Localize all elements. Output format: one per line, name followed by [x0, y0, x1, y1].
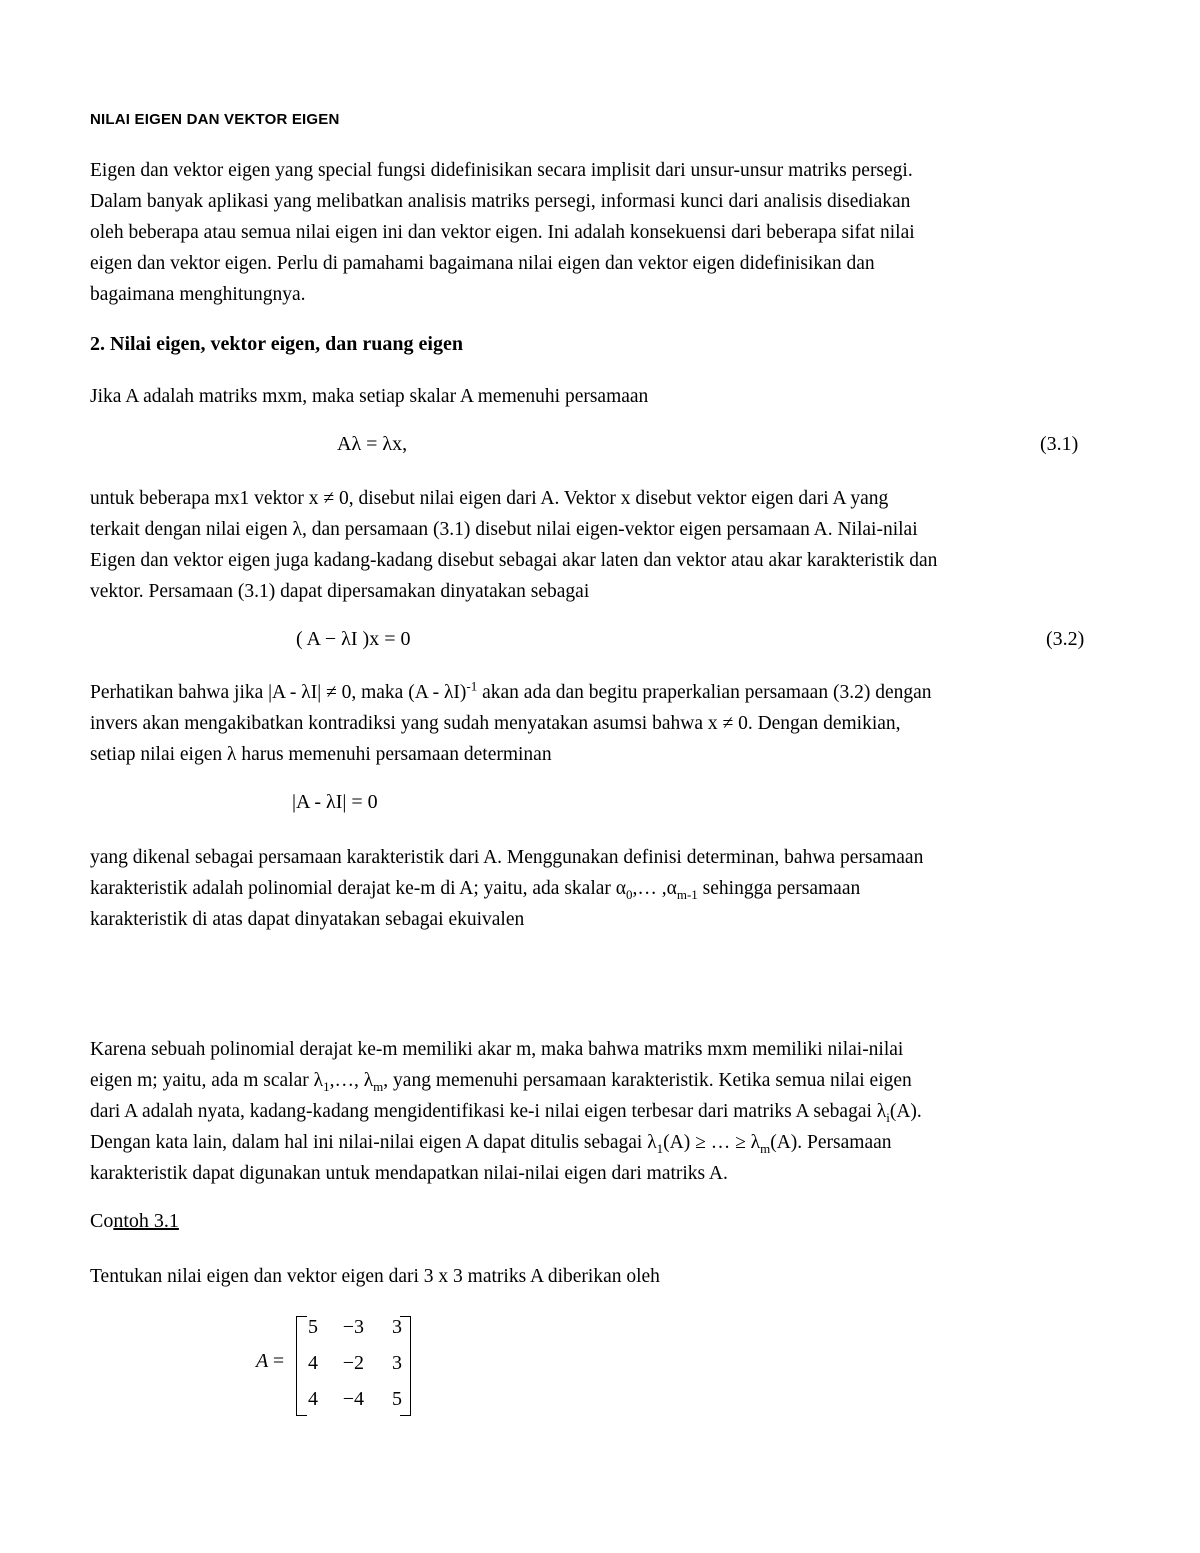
example-label: Contoh 3.1 [90, 1210, 179, 1232]
matrix-cell: 5 [392, 1388, 402, 1410]
intro-line: bagaimana menghitungnya. [90, 284, 306, 305]
paragraph-line: Dengan kata lain, dalam hal ini nilai-nilai eigen A dapat ditulis sebagai $\lambda_1(A)$ ≥ … ≥ $\lambda_m(A)$. Persamaan [90, 1132, 892, 1156]
equation-number-3-2: (3.2) [1046, 628, 1085, 650]
paragraph-line: Perhatikan bahwa jika |A - λI| ≠ 0, maka (A - λI)$^{-1}$ akan ada dan begitu praperkalian persamaan (3.2) dengan [90, 678, 932, 703]
paragraph-5 [90, 1034, 1120, 1189]
matrix-cell: −4 [342, 1388, 364, 1410]
matrix-lhs: A = [256, 1350, 285, 1372]
document-title: NILAI EIGEN DAN VEKTOR EIGEN [90, 111, 340, 128]
matrix-a [256, 1312, 426, 1420]
task-line: Tentukan nilai eigen dan vektor eigen dari 3 x 3 matriks A diberikan oleh [90, 1266, 660, 1287]
determinant-equation: |A - λI| = 0 [292, 791, 378, 813]
matrix-cell: 5 [308, 1316, 318, 1338]
equation-3-1: Aλ = λx, [337, 433, 408, 455]
paragraph-line: terkait dengan nilai eigen λ, dan persamaan (3.1) disebut nilai eigen-vektor eigen persamaan A. Nilai-nilai [90, 519, 918, 540]
jika-line: Jika A adalah matriks mxm, maka setiap skalar A memenuhi persamaan [90, 386, 649, 407]
matrix-cell: 4 [308, 1388, 318, 1410]
matrix-cell: −2 [342, 1352, 364, 1374]
intro-line: oleh beberapa atau semua nilai eigen ini dan vektor eigen. Ini adalah konsekuensi dari beberapa sifat nilai [90, 222, 915, 243]
paragraph-4 [90, 842, 1120, 935]
intro-paragraph [90, 155, 1120, 310]
intro-line: eigen dan vektor eigen. Perlu di pamahami bagaimana nilai eigen dan vektor eigen didefinisikan dan [90, 253, 875, 274]
paragraph-line: vektor. Persamaan (3.1) dapat dipersamakan dinyatakan sebagai [90, 581, 590, 602]
paragraph-line: Eigen dan vektor eigen juga kadang-kadang disebut sebagai akar laten dan vektor atau akar karakteristik dan [90, 550, 938, 571]
intro-line: Eigen dan vektor eigen yang special fungsi didefinisikan secara implisit dari unsur-unsur matriks persegi. [90, 160, 913, 181]
paragraph-3 [90, 677, 1120, 770]
intro-line: Dalam banyak aplikasi yang melibatkan analisis matriks persegi, informasi kunci dari analisis disediakan [90, 191, 911, 212]
equation-number-3-1: (3.1) [1040, 433, 1079, 455]
paragraph-line: karakteristik dapat digunakan untuk mendapatkan nilai-nilai eigen dari matriks A. [90, 1163, 728, 1184]
paragraph-line: karakteristik adalah polinomial derajat ke-m di A; yaitu, ada skalar $\alpha_0,\dots$ $,\alpha_{m-1}$ sehingga persamaan [90, 878, 861, 902]
matrix-cell: 3 [392, 1316, 402, 1338]
matrix-cell: −3 [342, 1316, 364, 1338]
paragraph-line: karakteristik di atas dapat dinyatakan sebagai ekuivalen [90, 909, 525, 930]
section-heading: 2. Nilai eigen, vektor eigen, dan ruang eigen [90, 333, 463, 355]
paragraph-line: eigen m; yaitu, ada m scalar $\lambda_1,\dots$, $\lambda_m$, yang memenuhi persamaan karakteristik. Ketika semua nilai eigen [90, 1070, 912, 1094]
paragraph-2 [90, 483, 1120, 607]
matrix-cell: 3 [392, 1352, 402, 1374]
paragraph-line: yang dikenal sebagai persamaan karakteristik dari A. Menggunakan definisi determinan, bahwa persamaan [90, 847, 924, 868]
paragraph-line: dari A adalah nyata, kadang-kadang mengidentifikasi ke-i nilai eigen terbesar dari matriks A sebagai $\lambda_i(A)$. [90, 1101, 922, 1125]
paragraph-line: Karena sebuah polinomial derajat ke-m memiliki akar m, maka bahwa matriks mxm memiliki nilai-nilai [90, 1039, 904, 1060]
matrix-cell: 4 [308, 1352, 318, 1374]
paragraph-line: invers akan mengakibatkan kontradiksi yang sudah menyatakan asumsi bahwa x ≠ 0. Dengan demikian, [90, 713, 901, 734]
equation-3-2: ( A − λI )x = 0 [296, 628, 411, 650]
paragraph-line: setiap nilai eigen λ harus memenuhi persamaan determinan [90, 744, 552, 765]
paragraph-line: untuk beberapa mx1 vektor x ≠ 0, disebut nilai eigen dari A. Vektor x disebut vektor eigen dari A yang [90, 488, 889, 509]
